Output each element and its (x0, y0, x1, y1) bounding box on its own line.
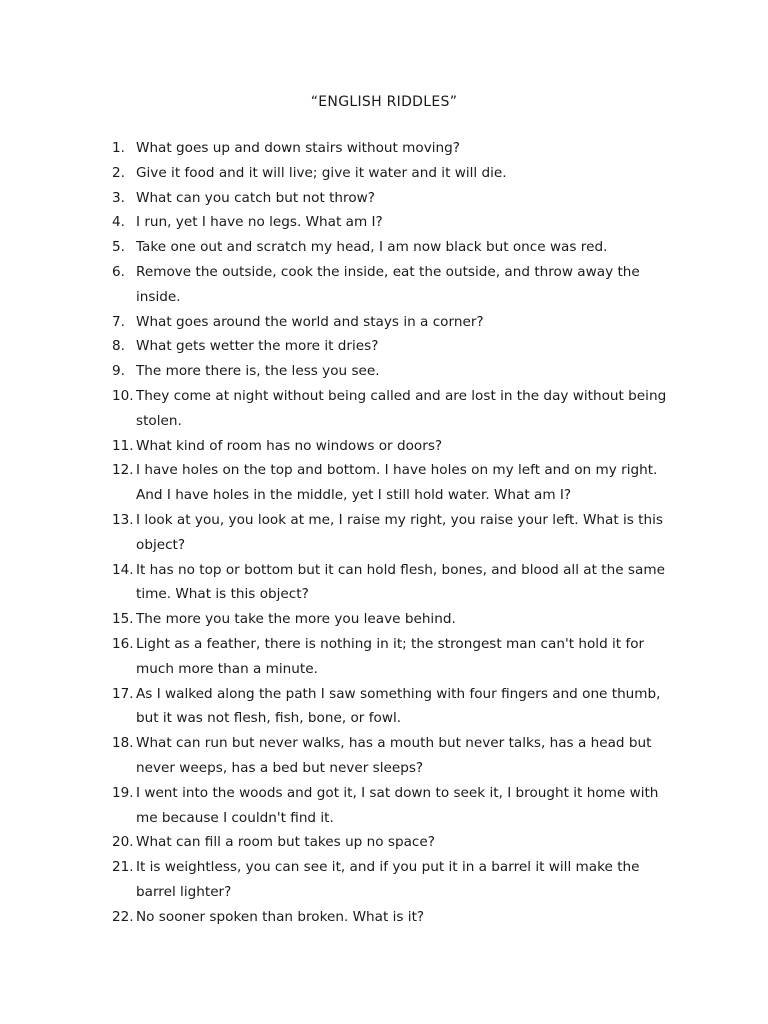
riddle-number: 3. (112, 189, 125, 206)
riddle-text: I have holes on the top and bottom. I have holes on my left and on my right. And I have holes in the middle, yet I still hold water. What am I? (136, 462, 658, 504)
riddle-text: No sooner spoken than broken. What is it? (136, 908, 425, 925)
riddle-number: 19. (112, 784, 134, 801)
riddle-item (112, 384, 672, 434)
riddle-text: It is weightless, you can see it, and if you put it in a barrel it will make the barrel lighter? (136, 859, 640, 900)
riddle-item (112, 830, 672, 855)
riddle-number: 18. (112, 735, 134, 752)
riddle-item (112, 260, 672, 310)
riddle-text: Take one out and scratch my head, I am now black but once was red. (136, 239, 608, 256)
riddle-text: What gets wetter the more it dries? (136, 338, 379, 355)
riddle-number: 21. (112, 859, 134, 876)
riddle-item (112, 731, 672, 781)
riddle-item (112, 334, 672, 359)
riddle-item (112, 235, 672, 260)
riddle-number: 12. (112, 462, 134, 479)
riddle-number: 15. (112, 611, 134, 628)
riddle-text: Light as a feather, there is nothing in it; the strongest man can't hold it for much more than a minute. (136, 635, 645, 677)
riddle-item (112, 210, 672, 235)
document-title: “ENGLISH RIDDLES” (310, 94, 458, 110)
riddle-item (112, 558, 672, 608)
riddle-number: 7. (112, 313, 125, 330)
riddle-text: Remove the outside, cook the inside, eat the outside, and throw away the inside. (136, 263, 640, 305)
riddle-number: 5. (112, 239, 125, 256)
riddle-text: What kind of room has no windows or doors? (136, 437, 443, 454)
riddle-number: 8. (112, 338, 125, 355)
riddle-text: What goes around the world and stays in a corner? (136, 313, 484, 330)
riddle-text: What can fill a room but takes up no space? (136, 834, 435, 851)
riddle-text: What can run but never walks, has a mouth but never talks, has a head but never weeps, has a bed but never sleeps? (136, 735, 652, 776)
riddle-item (112, 607, 672, 632)
riddle-text: Give it food and it will live; give it water and it will die. (136, 164, 507, 181)
riddle-number: 6. (112, 263, 125, 280)
riddle-item (112, 632, 672, 682)
riddle-item (112, 434, 672, 459)
riddle-list (112, 136, 672, 930)
riddle-number: 13. (112, 511, 134, 528)
riddle-item (112, 161, 672, 186)
riddle-number: 4. (112, 214, 125, 231)
riddle-item (112, 359, 672, 384)
riddle-text: What can you catch but not throw? (136, 189, 375, 206)
riddle-item (112, 136, 672, 161)
riddle-item (112, 781, 672, 831)
riddle-text: They come at night without being called and are lost in the day without being stolen. (136, 387, 667, 429)
riddle-number: 10. (112, 387, 134, 404)
riddle-number: 2. (112, 164, 125, 181)
riddle-item (112, 508, 672, 558)
riddle-number: 9. (112, 363, 125, 380)
riddle-text: I look at you, you look at me, I raise my right, you raise your left. What is this object? (136, 511, 663, 553)
riddle-item (112, 905, 672, 930)
riddle-text: It has no top or bottom but it can hold flesh, bones, and blood all at the same time. What is this object? (136, 561, 665, 603)
riddle-text: I run, yet I have no legs. What am I? (136, 214, 383, 231)
riddle-text: The more you take the more you leave behind. (136, 611, 456, 628)
riddle-item (112, 310, 672, 335)
riddle-number: 1. (112, 140, 125, 156)
riddle-number: 17. (112, 685, 134, 702)
riddle-text: The more there is, the less you see. (136, 363, 380, 380)
riddle-item (112, 458, 672, 508)
riddle-text: As I walked along the path I saw something with four fingers and one thumb, but it was not flesh, fish, bone, or fowl. (136, 685, 661, 727)
riddle-number: 11. (112, 437, 134, 454)
riddle-text: What goes up and down stairs without moving? (136, 140, 460, 156)
riddle-item (112, 682, 672, 732)
riddle-number: 16. (112, 635, 134, 652)
riddle-number: 22. (112, 908, 134, 925)
riddle-text: I went into the woods and got it, I sat down to seek it, I brought it home with me because I couldn't find it. (136, 784, 659, 826)
riddle-number: 20. (112, 834, 134, 851)
riddle-number: 14. (112, 561, 134, 578)
riddle-item (112, 855, 672, 905)
riddle-item (112, 186, 672, 211)
